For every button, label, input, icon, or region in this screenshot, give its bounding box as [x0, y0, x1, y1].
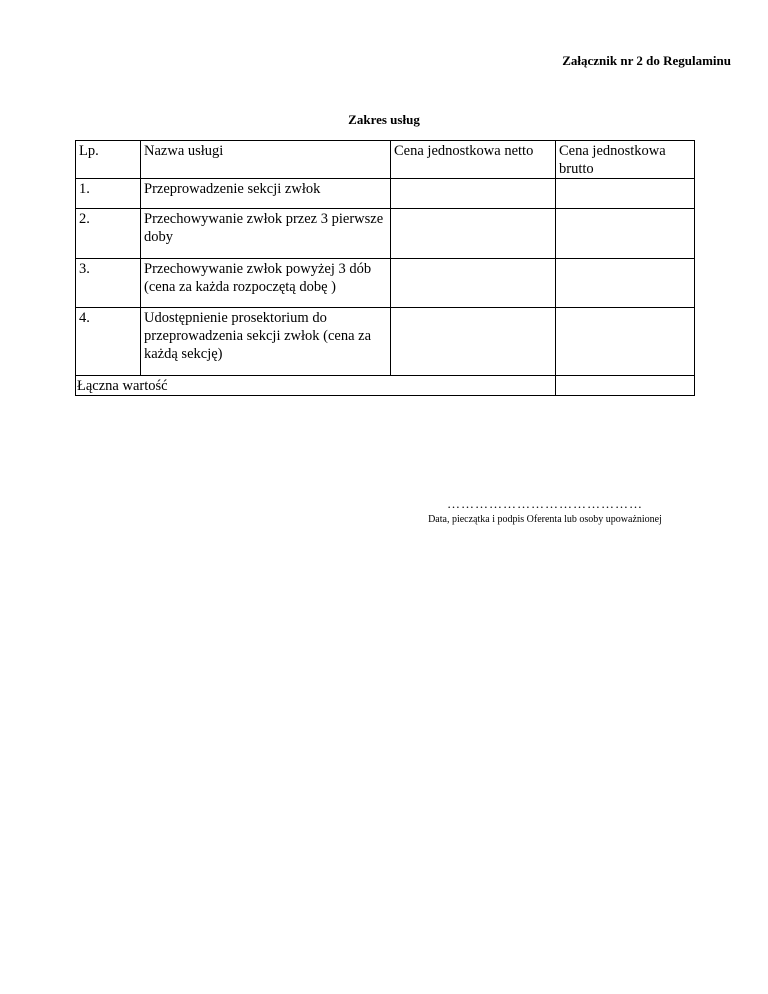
table-row	[76, 209, 695, 259]
services-table	[75, 140, 695, 396]
row-lp: 4.	[76, 308, 141, 376]
header-net-price: Cena jednostkowa netto	[391, 141, 556, 179]
row-lp: 1.	[76, 179, 141, 209]
row-lp: 2.	[76, 209, 141, 259]
table-total-row	[76, 376, 695, 396]
row-net-price[interactable]	[391, 308, 556, 376]
table-row	[76, 259, 695, 308]
header-service-name: Nazwa usługi	[141, 141, 391, 179]
total-label: Łączna wartość	[76, 376, 556, 396]
row-service-name: Przechowywanie zwłok powyżej 3 dób (cena za każda rozpoczętą dobę )	[141, 259, 391, 308]
row-net-price[interactable]	[391, 209, 556, 259]
signature-caption: Data, pieczątka i podpis Oferenta lub osoby upoważnionej	[428, 514, 662, 525]
header-lp: Lp.	[76, 141, 141, 179]
total-gross-price[interactable]	[556, 376, 695, 396]
row-service-name: Przechowywanie zwłok przez 3 pierwsze doby	[141, 209, 391, 259]
row-gross-price[interactable]	[556, 209, 695, 259]
signature-line: ……………………………………	[447, 496, 643, 511]
signature-block	[410, 497, 680, 525]
row-net-price[interactable]	[391, 259, 556, 308]
table-row	[76, 308, 695, 376]
document-title: Zakres usług	[348, 112, 420, 127]
row-gross-price[interactable]	[556, 308, 695, 376]
annex-label: Załącznik nr 2 do Regulaminu	[562, 53, 731, 68]
header-gross-price: Cena jednostkowa brutto	[556, 141, 695, 179]
table-row	[76, 179, 695, 209]
row-net-price[interactable]	[391, 179, 556, 209]
row-gross-price[interactable]	[556, 259, 695, 308]
table-header-row	[76, 141, 695, 179]
row-gross-price[interactable]	[556, 179, 695, 209]
row-lp: 3.	[76, 259, 141, 308]
row-service-name: Udostępnienie prosektorium do przeprowadzenia sekcji zwłok (cena za każdą sekcję)	[141, 308, 391, 376]
row-service-name: Przeprowadzenie sekcji zwłok	[141, 179, 391, 209]
